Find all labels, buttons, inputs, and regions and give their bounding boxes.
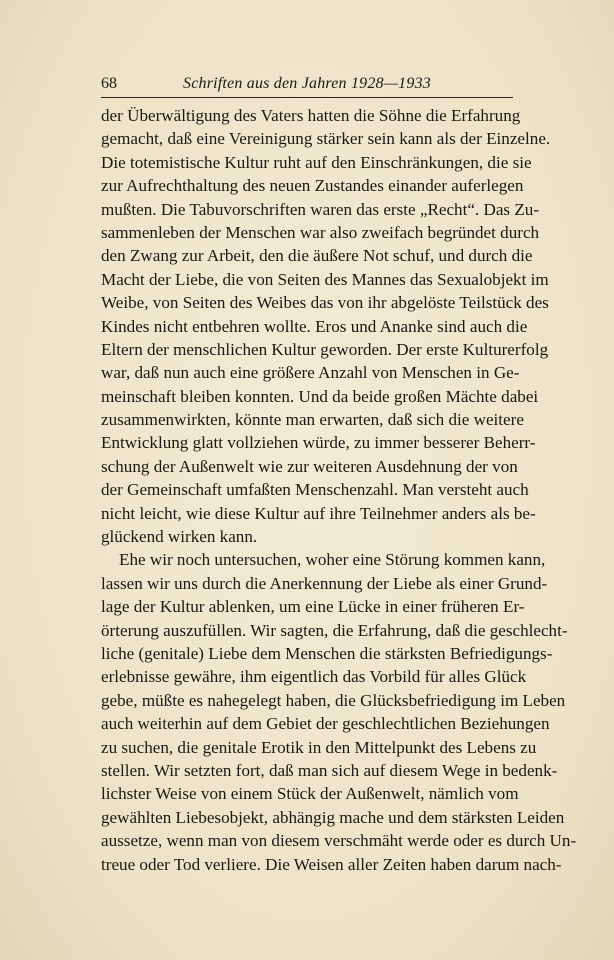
text-line: den Zwang zur Arbeit, den die äußere Not schuf, und durch die [101,246,533,266]
running-head [101,74,513,94]
text-line: gemacht, daß eine Vereinigung stärker sein kann als der Einzelne. [101,129,551,149]
text-line: lichster Weise von einem Stück der Außenwelt, nämlich vom [101,784,519,804]
body-text [101,104,577,876]
text-line: gebe, müßte es nahegelegt haben, die Glücksbefriedigung im Leben [101,690,566,710]
header-rule [101,97,513,98]
text-line: nicht leicht, wie diese Kultur auf ihre Teilnehmer anders als be- [101,503,536,523]
text-line: erlebnisse gewähre, ihm eigentlich das Vorbild für alles Glück [101,667,527,687]
text-line: Eltern der menschlichen Kultur geworden. Der erste Kulturerfolg [101,339,549,359]
text-line: örterung auszufüllen. Wir sagten, die Erfahrung, daß die geschlecht- [101,620,568,640]
text-line: Die totemistische Kultur ruht auf den Einschränkungen, die sie [101,152,532,172]
text-line: war, daß nun auch eine größere Anzahl von Menschen in Ge- [101,363,520,383]
text-line: Weibe, von Seiten des Weibes das von ihr abgelöste Teilstück des [101,293,549,313]
running-title: Schriften aus den Jahren 1928—1933 [183,75,431,92]
text-line: zu suchen, die genitale Erotik in den Mittelpunkt des Lebens zu [101,737,537,757]
text-line: sammenleben der Menschen war also zweifach begründet durch [101,222,540,242]
text-line: glückend wirken kann. [101,527,258,547]
text-line: Kindes nicht entbehren wollte. Eros und Ananke sind auch die [101,316,528,336]
text-line: liche (genitale) Liebe dem Menschen die stärksten Befriedigungs- [101,643,553,663]
text-line: gewählten Liebesobjekt, abhängig mache und dem stärksten Leiden [101,807,565,827]
text-line: zur Aufrechthaltung des neuen Zustandes einander auferlegen [101,176,524,196]
text-line: lassen wir uns durch die Anerkennung der Liebe als einer Grund- [101,573,548,593]
text-line: stellen. Wir setzten fort, daß man sich auf diesem Wege in bedenk- [101,760,558,780]
text-line: Macht der Liebe, die von Seiten des Mannes das Sexualobjekt im [101,269,549,289]
text-line: Entwicklung glatt vollziehen würde, zu immer besserer Beherr- [101,433,536,453]
text-line: zusammenwirkten, könnte man erwarten, daß sich die weitere [101,410,524,430]
text-line: der Gemeinschaft umfaßten Menschenzahl. Man versteht auch [101,480,529,500]
page-number: 68 [101,75,117,92]
text-line: der Überwältigung des Vaters hatten die Söhne die Erfahrung [101,106,521,125]
text-line: schung der Außenwelt wie zur weiteren Ausdehnung der von [101,456,518,476]
text-line: aussetze, wenn man von diesem verschmäht werde oder es durch Un- [101,831,577,851]
text-line: mußten. Die Tabuvorschriften waren das erste „Recht“. Das Zu- [101,199,540,219]
text-line: meinschaft bleiben konnten. Und da beide großen Mächte dabei [101,386,539,406]
text-line: Ehe wir noch untersuchen, woher eine Störung kommen kann, [119,550,546,570]
text-line: lage der Kultur ablenken, um eine Lücke in einer früheren Er- [101,597,525,617]
paragraph [101,104,551,548]
text-line: treue oder Tod verliere. Die Weisen aller Zeiten haben darum nach- [101,854,562,874]
text-line: auch weiterhin auf dem Gebiet der geschlechtlichen Beziehungen [101,714,550,734]
paragraph [101,548,577,875]
